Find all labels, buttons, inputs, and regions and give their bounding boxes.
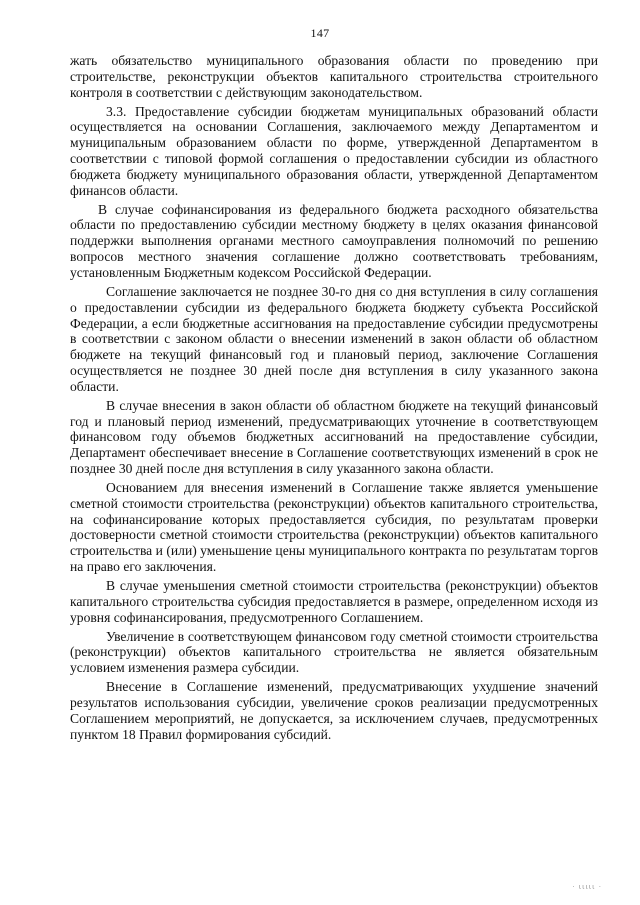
paragraph-agreement-deadline: Соглашение заключается не позднее 30-го дня со дня вступления в силу соглашения о предоставлении субсидии из федерального бюджета бюджету субъекта Российской Федерации, а если бюджетные ассигнования на предоставление субсидии предусмотрены в соответствии с законом области о внесении изменений в закон области об областном бюджете на текущий финансовый год и плановый период, заключение Соглашения осуществляется не позднее 30 дней после дня вступления в силу указанного закона области. [70, 283, 598, 394]
paragraph-budget-amendments: В случае внесения в закон области об областном бюджете на текущий финансовый год и плановый период изменений, предусматривающих уточнение в соответствующем финансовом году объемов бюджетных ассигнований на предоставление субсидии, Департамент обеспечивает внесение в Соглашение соответствующих изменений в срок не позднее 30 дней после дня вступления в силу указанного закона области. [70, 397, 598, 477]
paragraph-cost-increase: Увеличение в соответствующем финансовом году сметной стоимости строительства (реконструкции) объектов капитального строительства не является обязательным условием изменения размера субсидии. [70, 628, 598, 676]
paragraph-federal-cofinancing: В случае софинансирования из федерального бюджета расходного обязательства области по предоставлению субсидии местному бюджету в целях оказания финансовой поддержки выполнения органами местного самоуправления полномочий по решению вопросов местного значения соглашение должно соответствовать требованиям, установленным Бюджетным кодексом Российской Федерации. [70, 201, 598, 280]
page-number: 147 [310, 26, 330, 40]
paragraph-cost-reduction: В случае уменьшения сметной стоимости строительства (реконструкции) объектов капитального строительства субсидия предоставляется в размере, определенном исходя из уровня софинансирования, предусмотренного Соглашением. [70, 578, 598, 625]
paragraph-continuation: жать обязательство муниципального образования области по проведению при строительстве, реконструкции объектов капитального строительства строительного контроля в соответствии с действующим законодательством. [70, 53, 598, 100]
paragraph-3-3: 3.3. Предоставление субсидии бюджетам муниципальных образований области осуществляется на основании Соглашения, заключаемого между Департаментом и муниципальным образованием области по форме, утвержденной Департаментом в соответствии с типовой формой соглашения о предоставлении субсидии из областного бюджета бюджету муниципального образования области, утвержденной Департаментом финансов области. [70, 103, 598, 198]
document-body [70, 53, 598, 742]
scan-footer-mark: · ιιιιι · [572, 883, 602, 891]
paragraph-grounds-for-changes: Основанием для внесения изменений в Соглашение также является уменьшение сметной стоимости строительства (реконструкции) объектов капитального строительства, на софинансирование которых предоставляется субсидия, по результатам проверки достоверности сметной стоимости строительства (реконструкции) объектов капитального строительства и (или) уменьшение цены муниципального контракта по результатам торгов на право его заключения. [70, 479, 598, 575]
paragraph-deterioration-prohibited: Внесение в Соглашение изменений, предусматривающих ухудшение значений результатов использования субсидии, увеличение сроков реализации предусмотренных Соглашением мероприятий, не допускается, за исключением случаев, предусмотренных пунктом 18 Правил формирования субсидий. [70, 679, 598, 742]
